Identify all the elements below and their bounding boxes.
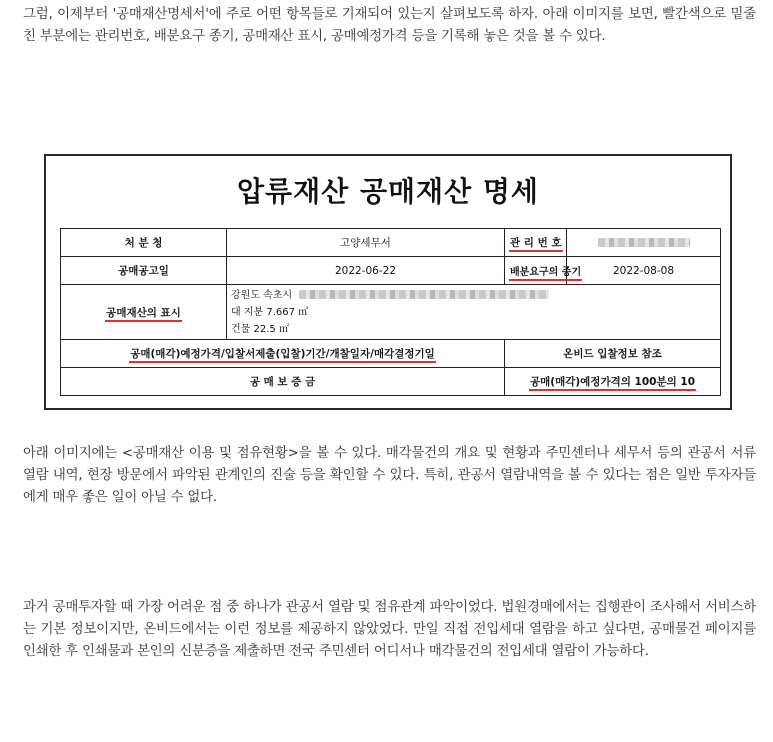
deadline-value: 2022-08-08 bbox=[567, 257, 721, 285]
deposit-value: 공매(매각)예정가격의 100분의 10 bbox=[529, 376, 696, 391]
deadline-label-cell bbox=[505, 257, 582, 285]
document-title: 압류재산 공매재산 명세 bbox=[237, 175, 539, 208]
land-share: 대 지분 7.667 ㎡ bbox=[231, 306, 309, 318]
deposit-label: 공 매 보 증 금 bbox=[61, 368, 505, 396]
mgmt-no-label-cell bbox=[505, 229, 567, 257]
notice-date-label: 공매공고일 bbox=[61, 257, 227, 285]
schedule-label-cell bbox=[61, 340, 505, 368]
intro-paragraph: 그럼, 이제부터 '공매재산명세서'에 주로 어떤 항목들로 기재되어 있는지 살펴보도록 하자. 아래 이미지를 보면, 빨간색으로 밑줄 친 부분에는 관리번호, 배분요구 종기, 공매재산 표시, 공매예정가격 등을 기록해 놓은 것을 볼 수 있다. bbox=[23, 7, 756, 44]
building-area: 건물 22.5 ㎡ bbox=[231, 323, 289, 335]
schedule-label: 공매(매각)예정가격/입찰서제출(입찰)기간/개찰일자/매각결정기일 bbox=[129, 348, 436, 363]
table-row bbox=[61, 285, 721, 340]
property-address: 강원도 속초시 bbox=[231, 287, 716, 304]
redacted-mgmt-no bbox=[598, 238, 690, 247]
table-row bbox=[61, 340, 721, 368]
mgmt-no-value-redacted bbox=[567, 229, 721, 257]
schedule-value: 온비드 입찰정보 참조 bbox=[505, 340, 721, 368]
auction-property-statement-image bbox=[44, 154, 732, 410]
deadline-label: 배분요구의 종기 bbox=[509, 267, 582, 281]
deposit-value-cell bbox=[505, 368, 721, 396]
office-label: 처 분 청 bbox=[61, 229, 227, 257]
table-row bbox=[61, 257, 721, 285]
third-paragraph: 과거 공매투자할 때 가장 어려운 점 중 하나가 관공서 열람 및 점유관계 파악이었다. 법원경매에서는 집행관이 조사해서 서비스하는 기본 정보이지만, 온비드에서는 이런 정보를 제공하지 않았었다. 만일 직접 전입세대 열람을 하고 싶다면, 공매물건 페이지를 인쇄한 후 인쇄물과 본인의 신분증을 제출하면 전국 주민센터 어디서나 매각물건의 전입세대 열람이 가능하다. bbox=[23, 600, 756, 659]
second-paragraph: 아래 이미지에는 <공매재산 이용 및 점유현황>을 볼 수 있다. 매각물건의 개요 및 현황과 주민센터나 세무서 등의 관공서 서류 열람 내역, 현장 방문에서 파악된 관계인의 진술 등을 확인할 수 있다. 특히, 관공서 열람내역을 볼 수 있다는 점은 일반 투자자들에게 매우 좋은 일이 아닐 수 없다. bbox=[23, 446, 756, 505]
property-statement-table bbox=[60, 228, 721, 396]
notice-date-value: 2022-06-22 bbox=[227, 257, 505, 285]
property-description bbox=[227, 285, 721, 340]
office-value: 고양세무서 bbox=[227, 229, 505, 257]
table-row bbox=[61, 229, 721, 257]
redacted-address bbox=[299, 290, 549, 299]
table-row bbox=[61, 368, 721, 396]
mgmt-no-label: 관 리 번 호 bbox=[509, 237, 563, 252]
property-label-cell bbox=[61, 285, 227, 340]
property-label: 공매재산의 표시 bbox=[105, 307, 182, 322]
